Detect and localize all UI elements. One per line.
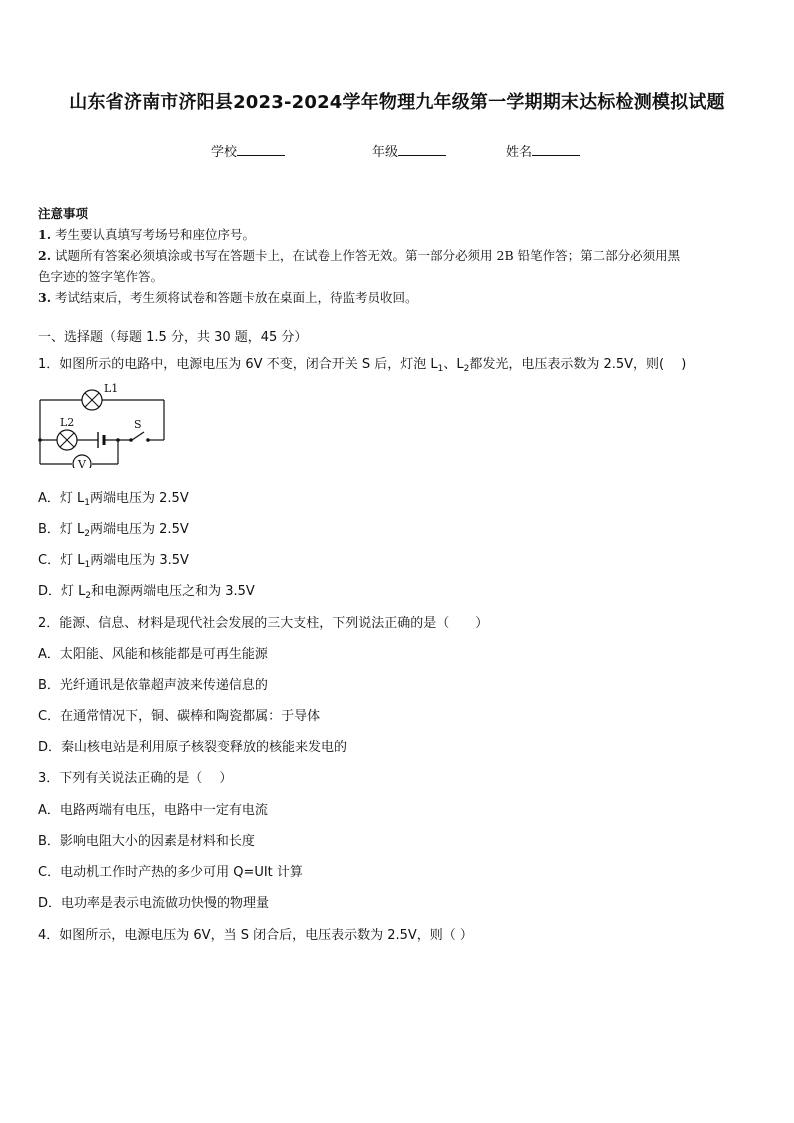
q1-circuit-diagram bbox=[36, 380, 170, 468]
switch-icon bbox=[129, 438, 150, 442]
notes-heading: 注意事项 bbox=[38, 206, 89, 221]
q3-option-b: B．影响电阻大小的因素是材料和长度 bbox=[38, 834, 255, 849]
grade-label: 年级 bbox=[372, 145, 399, 160]
q1-option-c: C．灯 $L_1$两端电压为 3.5V bbox=[38, 553, 189, 570]
q2-stem: 2．能源、信息、材料是现代社会发展的三大支柱，下列说法正确的是（ ） bbox=[38, 616, 489, 631]
note-item: 色字迹的签字笔作答。 bbox=[38, 269, 164, 284]
notes-block bbox=[38, 203, 760, 308]
note-item: 1. 考生要认真填写考场号和座位序号。 bbox=[38, 227, 256, 242]
page-title: 山东省济南市济阳县2023-2024学年物理九年级第一学期期末达标检测模拟试题 bbox=[69, 92, 725, 113]
l2-label: L2 bbox=[60, 416, 75, 429]
l1-label: L1 bbox=[104, 382, 119, 395]
q3-stem: 3．下列有关说法正确的是（ ） bbox=[38, 771, 233, 786]
lamp-l2-icon bbox=[57, 430, 77, 450]
section-heading: 一、选择题（每题 1.5 分，共 30 题，45 分） bbox=[38, 330, 308, 345]
q1-option-b: B．灯 $L_2$两端电压为 2.5V bbox=[38, 522, 189, 539]
battery-icon bbox=[98, 432, 104, 448]
grade-field bbox=[372, 141, 446, 160]
note-item: 3. 考试结束后，考生须将试卷和答题卡放在桌面上，待监考员收回。 bbox=[38, 290, 418, 305]
q3-option-d: D．电功率是表示电流做功快慢的物理量 bbox=[38, 896, 270, 911]
q1-option-a: A．灯 $L_1$两端电压为 2.5V bbox=[38, 491, 189, 508]
school-label: 学校 bbox=[211, 145, 238, 160]
q1-stem: 1．如图所示的电路中，电源电压为 6V 不变，闭合开关 S 后，灯泡 $L_1$、$L_2$都发光，电压表示数为 2.5V，则( ) bbox=[38, 357, 687, 374]
school-field bbox=[211, 141, 285, 160]
name-blank bbox=[532, 143, 580, 156]
lamp-l1-icon bbox=[82, 390, 102, 410]
q3-option-c: C．电动机工作时产热的多少可用 Q=UIt 计算 bbox=[38, 865, 303, 880]
note-item: 2. 试题所有答案必须填涂或书写在答题卡上，在试卷上作答无效。第一部分必须用 2B 铅笔作答；第二部分必须用黑 bbox=[38, 248, 681, 263]
q1-option-d: D．灯 $L_2$和电源两端电压之和为 3.5V bbox=[38, 584, 255, 601]
q3-option-a: A．电路两端有电压，电路中一定有电流 bbox=[38, 803, 268, 818]
q2-option-c: C．在通常情况下，铜、碳棒和陶瓷都属：于导体 bbox=[38, 709, 321, 724]
q2-option-a: A．太阳能、风能和核能都是可再生能源 bbox=[38, 647, 268, 662]
q4-stem: 4．如图所示，电源电压为 6V，当 S 闭合后，电压表示数为 2.5V，则（ ） bbox=[38, 928, 473, 943]
q2-option-d: D．秦山核电站是利用原子核裂变释放的核能来发电的 bbox=[38, 740, 348, 755]
svg-text:V: V bbox=[78, 458, 86, 468]
name-label: 姓名 bbox=[506, 145, 533, 160]
grade-blank bbox=[398, 143, 446, 156]
s-label: S bbox=[134, 418, 142, 431]
school-blank bbox=[237, 143, 285, 156]
voltmeter-icon bbox=[73, 455, 91, 468]
q2-option-b: B．光纤通讯是依靠超声波来传递信息的 bbox=[38, 678, 268, 693]
name-field bbox=[506, 141, 580, 160]
